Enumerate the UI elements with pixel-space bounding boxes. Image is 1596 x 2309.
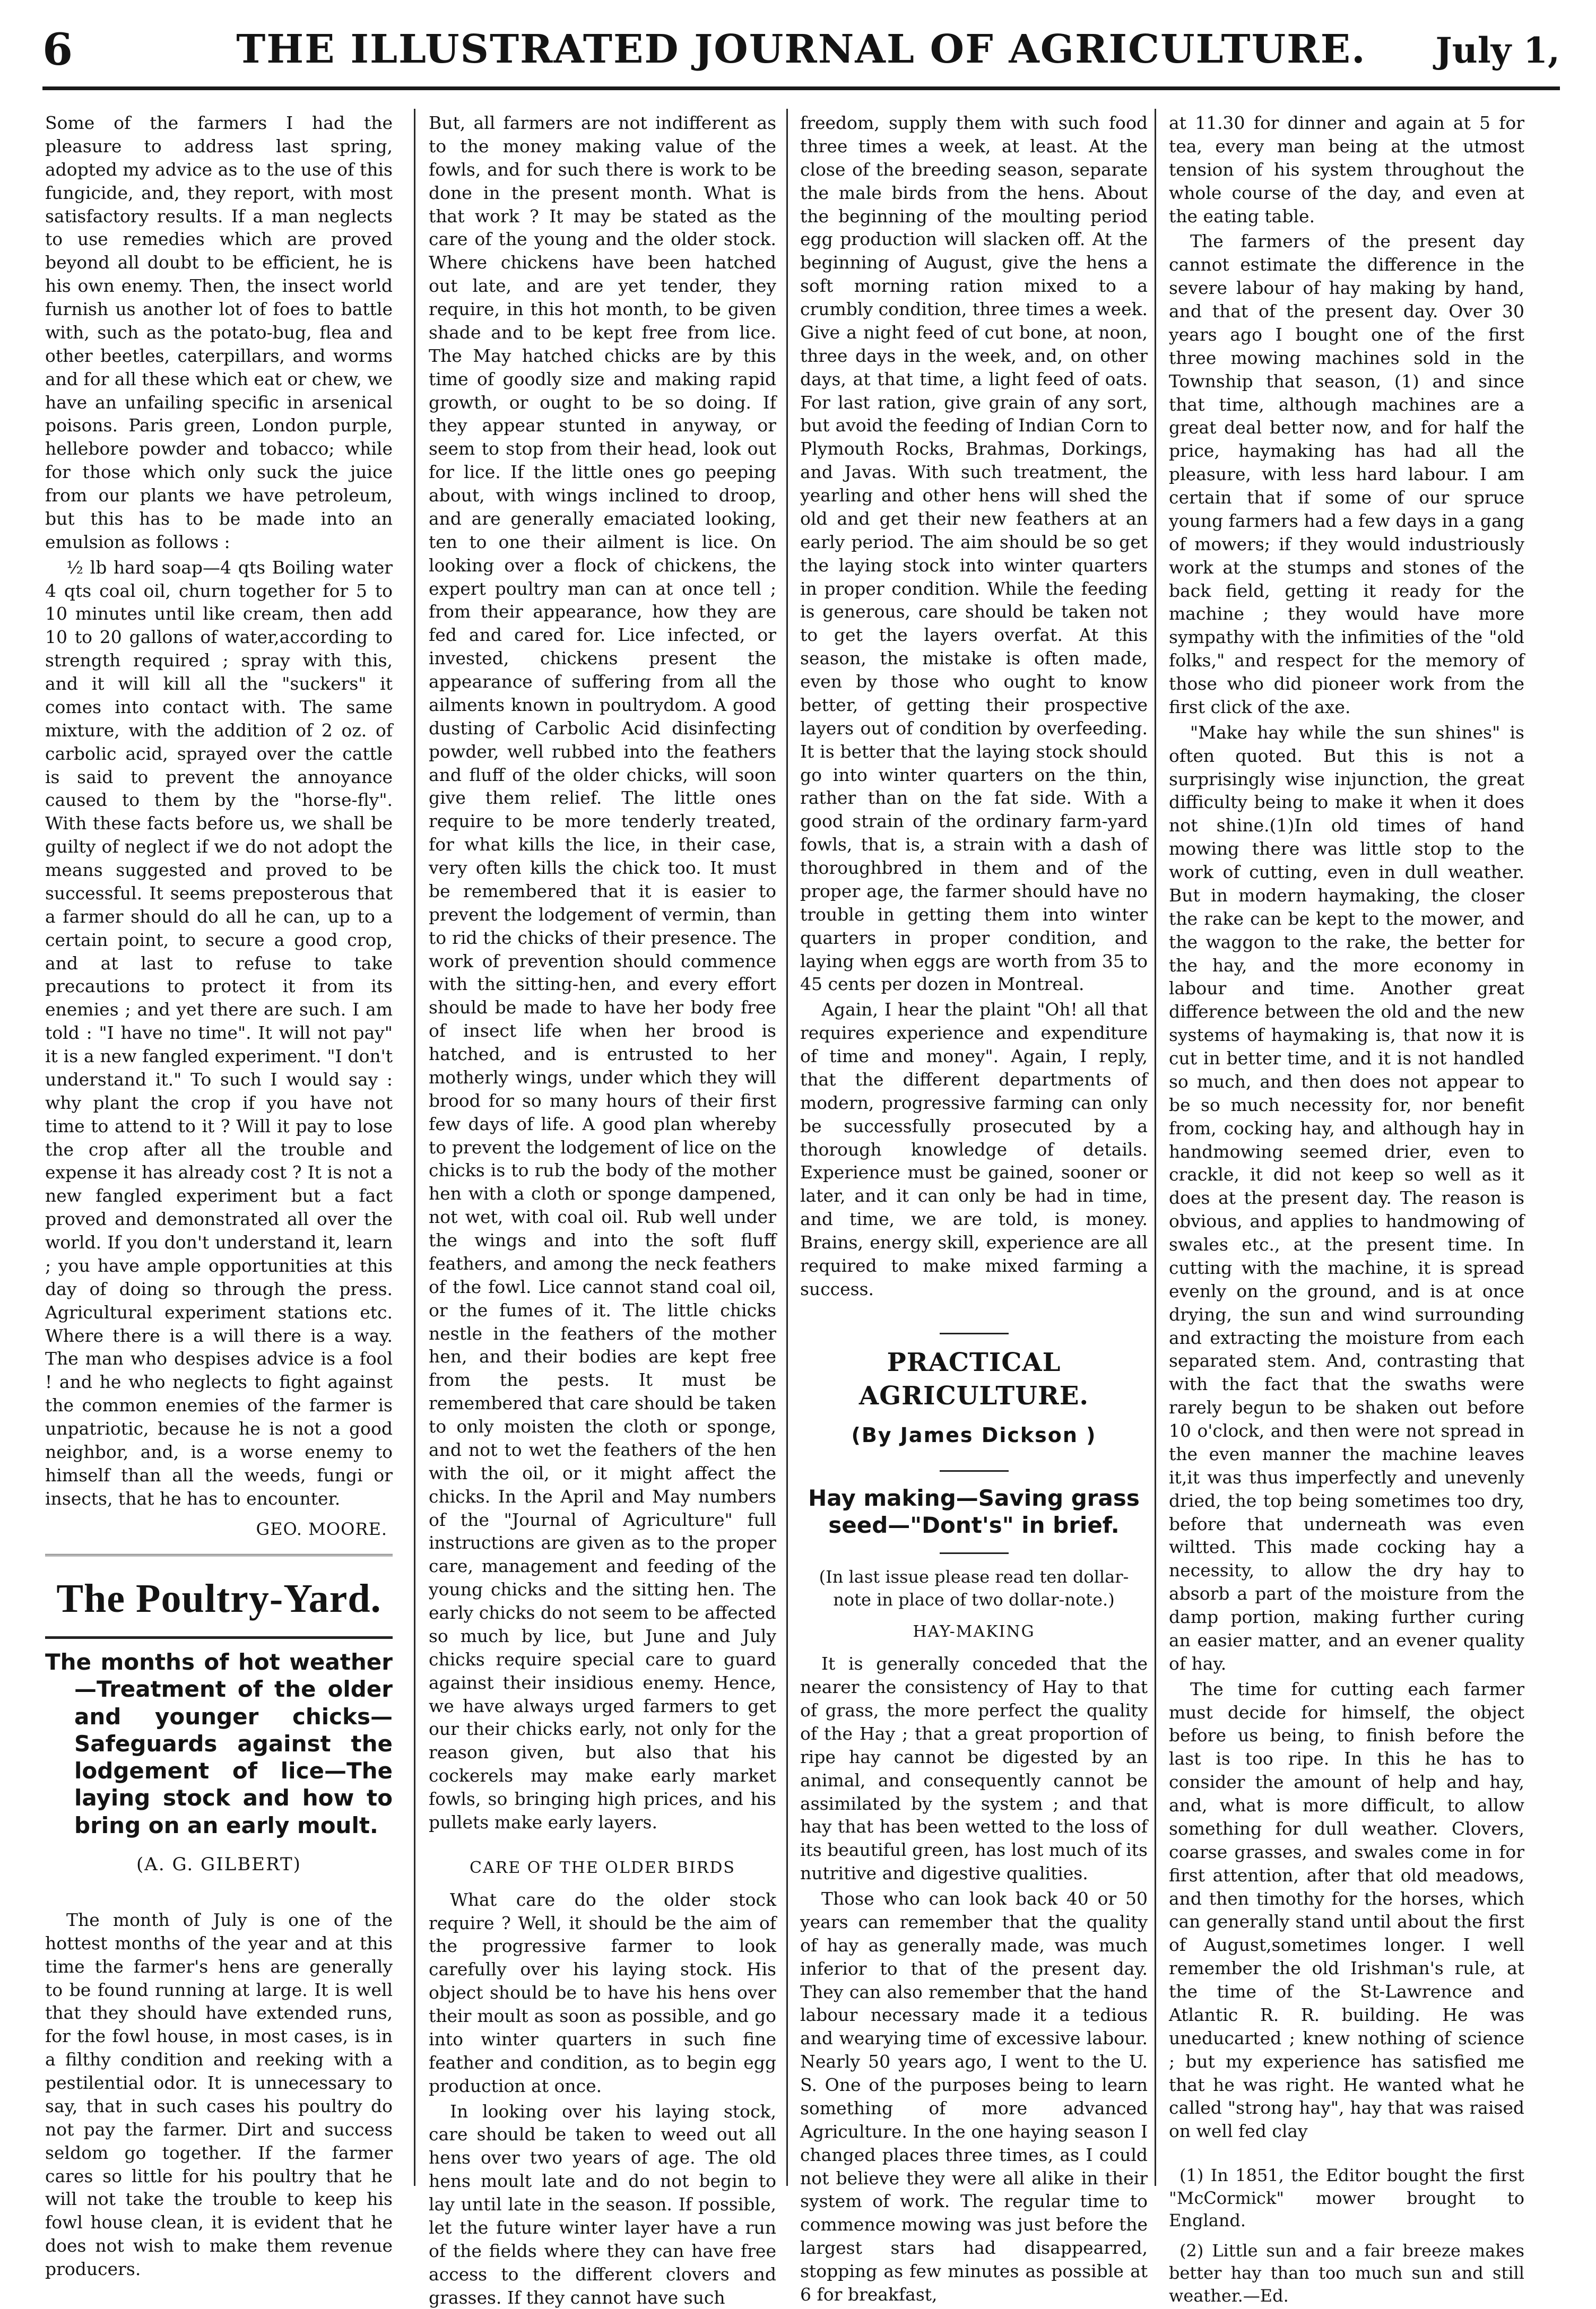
article-paragraph: at 11.30 for dinner and again at 5 for tea, every man being at the utmost tension of his system throughout the whole course of the day, and even at the eating table. <box>1169 112 1524 227</box>
article-byline: (A. G. GILBERT) <box>136 1853 301 1875</box>
author-signature: GEO. MOORE. <box>256 1518 387 1539</box>
article-paragraph: The farmers of the present day cannot estimate the difference in the severe labour of hay making by hand, and that of the present day. Over 30 years ago I bought one of the first three mowing machines sold in the Township that season, (1) and since that time, although machines are a great deal better now, and for half the price, haymaking has had all the pleasure, with less hard labour. I am certain that if some of our spruce young farmers had a few days in a gang of mowers; if they would industriously work at the stumps and stones of the back field, getting it ready for the machine ; they would have more sympathy with the infimities of the "old folks," and respect for the memory of those who did pioneer work from the first click of the axe. <box>1169 231 1525 717</box>
column-divider <box>414 109 415 2186</box>
section-divider <box>45 1554 393 1556</box>
article-paragraph: What care do the older stock require ? Well, it should be the aim of the progressive farmer to look carefully over his laying stock. His object should be to have his hens over their moult as soon as possible, and go into winter quarters in such fine feather and condition, as to begin egg production at once. <box>429 1889 776 2096</box>
article-subhead: The months of hot weather—Treatment of the older and younger chicks—Safeguards against the lodgement of lice—The laying stock and how to bring on an early moult. <box>45 1649 393 1838</box>
page-number: 6 <box>42 24 73 75</box>
article-byline: (By James Dickson ) <box>851 1423 1097 1447</box>
issue-date: July 1, <box>1435 30 1560 71</box>
article-heading: CARE OF THE OLDER BIRDS <box>470 1858 735 1877</box>
article-paragraph: Some of the farmers I had the pleasure to address last spring, adopted my advice as to the use of this fungicide, and, they report, with most satisfactory results. If a man neglects to use remedies which are proved beyond all doubt to be efficient, he is his own enemy. Then, the insect world furnish us another lot of foes to battle with, such as the potato-bug, flea and other beetles, caterpillars, and worms and for all these which eat or chew, we have an unfailing specific in arsenical poisons. Paris green, London purple, hellebore powder and tobacco; while for those which only suck the juice from our plants we have petroleum, but this has to be made into an emulsion as follows : <box>45 112 393 552</box>
footnotes <box>1169 2164 1524 2307</box>
column-3 <box>800 111 1148 2305</box>
column-4 <box>1169 111 1525 2306</box>
footnote: (2) Little sun and a fair breeze makes better hay than too much sun and still weather.—Ed. <box>1169 2240 1524 2306</box>
journal-title: THE ILLUSTRATED JOURNAL OF AGRICULTURE. <box>236 27 1366 72</box>
column-2 <box>429 111 776 2308</box>
article-heading: HAY-MAKING <box>913 1622 1035 1642</box>
column-1 <box>45 111 393 2280</box>
section-title-practical-agriculture: PRACTICAL AGRICULTURE. <box>858 1347 1089 1411</box>
article-paragraph: The time for cutting each farmer must decide for himself, the object before us being, to finish before the last is too ripe. In this he has to consider the amount of help and hay, and, what is more difficult, to allow something for dull weather. Clovers, coarse grasses, and swales come in for first attention, after that old meadows, and then timothy for the horses, which can generally stand until about the first of August,sometimes longer. I well remember the old Irishman's rule, at the time of the St-Lawrence and Atlantic R. R. building. He was uneducarted ; knew nothing of science ; but my experience has satisfied me that he was right. He wanted what he called "strong hay", hay that was raised on well fed clay <box>1169 1678 1524 2142</box>
section-divider <box>940 1470 1009 1472</box>
correction-note: (In last issue please read ten dollar-note in place of two dollar-note.) <box>819 1567 1129 1610</box>
article-paragraph: But, all farmers are not indifferent as to the money making value of the fowls, and for such there is work to be done in the present month. What is that work ? It may be stated as the care of the young and the older stock. Where chickens have been hatched out late, and are yet tender, they require, in this hot month, to be given shade and to be kept free from lice. The May hatched chicks are by this time of goodly size and making rapid growth, or ought to be so doing. If they appear stunted in anyway, or seem to stop from their head, look out for lice. If the little ones go peeping about, with wings inclined to droop, and are generally emaciated looking, ten to one their ailment is lice. On looking over a flock of chickens, the expert poultry man can at once tell ; from their appearance, how they are fed and cared for. Lice infected, or invested, chickens present the appearance of suffering from all the ailments known in poultrydom. A good dusting of Carbolic Acid disinfecting powder, well rubbed into the feathers and fluff of the older chicks, will soon give them relief. The little ones require to be more tenderly treated, for what kills the lice, in their case, very often kills the chick too. It must be remembered that it is easier to prevent the lodgement of vermin, than to rid the chicks of their presence. The work of prevention should commence with the sitting-hen, and every effort should be made to have her body free of insect life when her brood is hatched, and is entrusted to her motherly wings, under which they will brood for so many hours of their first few days of life. A good plan whereby to prevent the lodgement of lice on the chicks is to rub the body of the mother hen with a cloth or sponge dampened, not wet, with coal oil. Rub well under the wings and into the soft fluff feathers, and among the neck feathers of the fowl. Lice cannot stand coal oil, or the fumes of it. The little chicks nestle in the feathers of the mother hen, and their bodies are kept free from the pests. It must be remembered that care should be taken to only moisten the cloth or sponge, and not to wet the feathers of the hen with the oil, or it might affect the chicks. In the April and May numbers of the "Journal of Agriculture" full instructions are given as to the proper care, management and feeding of the young chicks and the sitting hen. The early chicks do not seem to be affected so much by lice, but June and July chicks require special care to guard against their insidious enemy. Hence, we have always urged farmers to get our their chicks early, not only for the reason given, but also that his cockerels may make early market fowls, so bringing high prices, and his pullets make early layers. <box>429 112 776 1833</box>
section-title-poultry-yard: The Poultry-Yard. <box>56 1576 381 1621</box>
article-paragraph: In looking over his laying stock, care should be taken to weed out all hens over two years of age. The old hens moult late and do not begin to lay until late in the season. If possible, let the future winter layer have a run of the fields where they can have free access to the different clovers and grasses. If they cannot have such <box>429 2100 776 2308</box>
column-divider <box>1155 109 1156 2186</box>
footnote: (1) In 1851, the Editor bought the first "McCormick" mower brought to England. <box>1169 2165 1524 2231</box>
article-paragraph: "Make hay while the sun shines" is often quoted. But this is not a surprisingly wise injunction, the great difficulty being to make it when it does not shine.(1)In old times of hand mowing there was little stop to the work of cutting, even in dull weather. But in modern haymaking, the closer the rake can be kept to the mower, and the waggon to the rake, the better for the hay, and the more economy in labour and time. Another great difference between the old and the new systems of haymaking is, that now it is cut in better time, and it is not handled so much, and then does not appear to be so much necessity for, nor benefit from, cocking hay, and although hay in handmowing seemed drier, even to crackle, it did not keep so well as it does at the present day. The reason is obvious, and applies to handmowing of swales etc., at the present time. In cutting with the machine, it is spread evenly on the ground, and is at once drying, the sun and wind surrounding and extracting the moisture from each separated stem. And, contrasting that with the fact that the swaths were rarely begun to be shaken out before 10 o'clock, and then were not spread in the even manner the machine leaves it,it was thus imperfectly and unevenly dried, the top being sometimes too dry, before that underneath was even wiltted. This made cocking hay a necessity, to allow the dry hay to absorb a part of the moisture from the damp portion, making further curing an easier matter, and an evener quality of hay. <box>1169 722 1524 1674</box>
column-divider <box>786 109 788 2186</box>
masthead <box>42 20 1560 100</box>
article-paragraph: It is generally conceded that the nearer the consistency of Hay to that of grass, the more perfect the quality of the Hay ; that a great proportion of ripe hay cannot be digested by an animal, and consequently cannot be assimilated by the system ; and that hay that has been wetted to the loss of its beautiful green, has lost much of its nutritive and digestive qualities. <box>800 1653 1148 1884</box>
article-paragraph: Those who can look back 40 or 50 years can remember that the quality of hay as generally made, was much inferior to that of the present day. They can also remember that the hand labour necessary made it a tedious and wearying time of excessive labour. Nearly 50 years ago, I went to the U. S. One of the purposes being to learn something of more advanced Agriculture. In the one haying season I changed places three times, as I could not believe they were all alike in their system of work. The regular time to commence mowing was just before the largest stars had disappearred, stopping as few minutes as possible at 6 for breakfast, <box>800 1888 1148 2305</box>
section-rule <box>45 1636 393 1639</box>
article-paragraph: Again, I hear the plaint "Oh! all that requires experience and expenditure of time and money". Again, I reply, that the different departments of modern, progressive farming can only be successfully prosecuted by a thorough knowledge of details. Experience must be gained, sooner or later, and it can only be had in time, and time, we are told, is money. Brains, energy skill, experience are all required to make mixed farming a success. <box>800 999 1148 1299</box>
section-divider <box>940 1552 1009 1554</box>
article-paragraph: The month of July is one of the hottest months of the year and at this time the farmer's hens are generally to be found running at large. It is well that they should have extended runs, for the fowl house, in most cases, is in a filthy condition and reeking with a pestilential odor. It is unnecessary to say, that in such cases his poultry do not pay the farmer. Dirt and success seldom go together. If the farmer cares so little for his poultry that he will not take the trouble to keep his fowl house clean, it is evident that he does not wish to make them revenue producers. <box>45 1909 393 2280</box>
masthead-rule <box>42 86 1560 90</box>
section-divider <box>940 1333 1009 1334</box>
article-paragraph: ½ lb hard soap—4 qts Boiling water 4 qts coal oil, churn together for 5 to 10 minutes until like cream, then add 10 to 20 gallons of water,according to strength required ; spray with this, and it will kill all the "suckers" it comes into contact with. The same mixture, with the addition of 2 oz. of carbolic acid, sprayed over the cattle is said to prevent the annoyance caused to them by the "horse-fly". With these facts before us, we shall be guilty of neglect if we do not adopt the means suggested and proved to be successful. It seems preposterous that a farmer should do all he can, up to a certain point, to secure a good crop, and at last to refuse to take precautions to protect it from its enemies ; and yet there are such. I am told : "I have no time". It will not pay" it is a new fangled experiment. "I don't understand it." To such I would say : why plant the crop if you have not time to attend to it ? Will it pay to lose the crop after all the trouble and expense it has already cost ? It is not a new fangled experiment but a fact proved and demonstrated all over the world. If you don't understand it, learn ; you have ample opportunities at this day of doing so through the press. Agricultural experiment stations etc. Where there is a will there is a way. The man who despises advice is a fool ! and he who neglects to fight against the common enemies of the farmer is unpatriotic, because he is not a good neighbor, and, is a worse enemy to himself than all the weeds, fungi or insects, that he has to encounter. <box>45 557 393 1509</box>
article-subhead: Hay making—Saving grass seed—"Dont's" in brief. <box>808 1485 1140 1539</box>
article-paragraph: freedom, supply them with such food three times a week, at least. At the close of the breeding season, separate the male birds from the hens. About the beginning of the moulting period egg production will slacken off. At the beginning of August, give the hens a soft morning ration mixed to a crumbly condition, three times a week. Give a night feed of cut bone, at noon, three days in the week, and, on other days, at that time, a light feed of oats. For last ration, give grain of any sort, but avoid the feeding of Indian Corn to Plymouth Rocks, Brahmas, Dorkings, and Javas. With such treatment, the yearling and other hens will shed the old and get their new feathers at an early period. The aim should be so get the laying stock into winter quarters in proper condition. While the feeding is generous, care should be taken not to get the layers overfat. At this season, the mistake is often made, even by those who ought to know better, of getting their prospective layers out of condition by overfeeding. It is better that the laying stock should go into winter quarters on the thin, rather than on the fat side. With a good strain of the ordinary farm-yard fowls, that is, a strain with a dash of thoroughbred in them and of the proper age, the farmer should have no trouble in getting them into winter quarters in proper condition, and laying when eggs are worth from 35 to 45 cents per dozen in Montreal. <box>800 112 1148 995</box>
